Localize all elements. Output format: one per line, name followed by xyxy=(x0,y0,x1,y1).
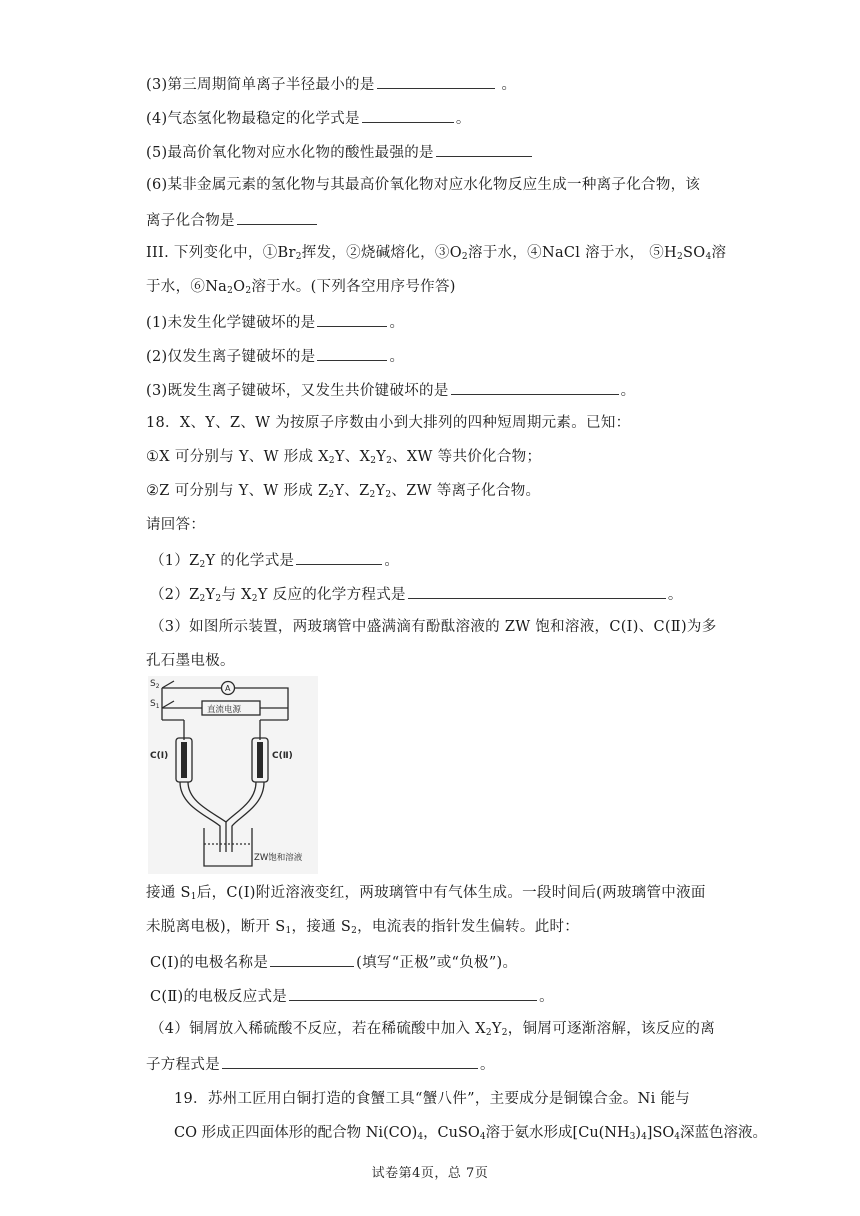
tubing-right-inner xyxy=(226,782,256,822)
answer-blank[interactable] xyxy=(436,140,532,157)
answer-blank[interactable] xyxy=(317,310,387,327)
label-ammeter: A xyxy=(225,684,231,693)
q17-part2-item3: (3)第三周期简单离子半径最小的是 。 xyxy=(146,72,516,96)
q18-item3: （3）如图所示装置，两玻璃管中盛满滴有酚酞溶液的 ZW 饱和溶液，C(Ⅰ)、C(Ⅱ)为多 xyxy=(150,619,717,635)
answer-blank[interactable] xyxy=(296,548,382,565)
answer-blank[interactable] xyxy=(451,378,619,395)
q19-stem-cont: CO 形成正四面体形的配合物 $Ni(CO)_4$，CuSO$_4$溶于氨水形成$[Cu(NH_3)_4]SO_4$深蓝色溶液。 xyxy=(174,1125,768,1142)
label-c1: C(Ⅰ) xyxy=(150,751,169,761)
label-power-supply: 直流电源 xyxy=(207,705,242,715)
answer-blank[interactable] xyxy=(270,950,354,967)
answer-blank[interactable] xyxy=(317,344,387,361)
q18-item3-sub1: C(Ⅰ)的电极名称是 (填写“正极”或“负极”)。 xyxy=(150,950,517,974)
q18-item1: $(1)Z_2Y$ 的化学式是 。 xyxy=(150,548,399,572)
switch-s2-blade xyxy=(162,681,174,688)
q17-part2-item6: (6)某非金属元素的氢化物与其最高价氧化物对应水化物反应生成一种离子化合物，该 xyxy=(146,177,701,193)
answer-blank[interactable] xyxy=(222,1052,478,1069)
q18-item3-cont: 孔石墨电极。 xyxy=(146,653,235,669)
q18-item3-text1: 接通 $S_1$后，C(Ⅰ)附近溶液变红，两玻璃管中有气体生成。一段时间后(两玻璃管中液面 xyxy=(146,885,706,902)
label-c2: C(Ⅱ) xyxy=(272,751,293,761)
q18-item3-text2: 未脱离电极)，断开 $S_1$，接通 $S_2$，电流表的指针发生偏转。此时： xyxy=(146,919,580,936)
q18-item2: $(2)Z_2Y_2$与 $X_2Y$ 反应的化学方程式是 。 xyxy=(150,582,683,606)
q18-condition1: ①X 可分别与 Y、W 形成 $X_2Y$、$X_2Y_2$、XW 等共价化合物； xyxy=(146,449,542,466)
q17-part2-item4: (4)气态氢化物最稳定的化学式是 。 xyxy=(146,106,471,130)
answer-blank[interactable] xyxy=(408,582,666,599)
tubing-left-outer xyxy=(180,782,220,852)
beaker xyxy=(204,828,252,866)
q18-item4: （4）铜屑放入稀硫酸不反应，若在稀硫酸中加入 $X_2Y_2$，铜屑可逐渐溶解，该反应的离 xyxy=(150,1021,715,1038)
q19-stem: 19．苏州工匠用白铜打造的食蟹工具“蟹八件”，主要成分是铜镍合金。Ni 能与 xyxy=(174,1091,691,1107)
apparatus-diagram xyxy=(148,676,318,874)
label-s2: $S_2$ xyxy=(150,679,160,690)
tubing-right-outer xyxy=(232,782,264,852)
q17-part3-intro: III. 下列变化中，$①Br_2$挥发，②烧碱熔化，$③O_2$溶于水，④NaCl 溶于水， $⑤H_2SO_4$溶 xyxy=(146,245,727,262)
answer-blank[interactable] xyxy=(237,208,317,225)
q17-part3-item3: (3)既发生离子键破坏，又发生共价键破坏的是 。 xyxy=(146,378,635,402)
q17-part3-item2: (2)仅发生离子键破坏的是 。 xyxy=(146,344,404,368)
answer-blank[interactable] xyxy=(362,106,454,123)
switch-s1-blade xyxy=(162,701,174,708)
answer-blank[interactable] xyxy=(289,984,537,1001)
q18-condition2: ②Z 可分别与 Y、W 形成 $Z_2Y$、$Z_2Y_2$、ZW 等离子化合物。 xyxy=(146,483,541,500)
label-s1: $S_1$ xyxy=(150,699,160,710)
q17-part3-item1: (1)未发生化学键破坏的是 。 xyxy=(146,310,404,334)
q17-part2-item5: (5)最高价氧化物对应水化物的酸性最强的是 xyxy=(146,140,534,164)
answer-blank[interactable] xyxy=(377,72,495,89)
q18-prompt: 请回答： xyxy=(146,517,206,533)
page-footer: 试卷第4页，总 7页 xyxy=(371,1166,489,1181)
electrode-c2 xyxy=(257,742,263,778)
q18-stem: 18．X、Y、Z、W 为按原子序数由小到大排列的四种短周期元素。已知： xyxy=(146,415,631,431)
electrolysis-apparatus-figure xyxy=(148,676,318,874)
label-solution: ZW饱和溶液 xyxy=(254,853,303,863)
q18-item3-sub2: C(Ⅱ)的电极反应式是 。 xyxy=(150,984,554,1008)
q17-part3-intro-cont: 于水，$⑥Na_2O_2$溶于水。(下列各空用序号作答) xyxy=(146,279,456,296)
electrode-c1 xyxy=(181,742,187,778)
q17-part2-item6-cont: 离子化合物是 xyxy=(146,208,319,232)
q18-item4-cont: 子方程式是 。 xyxy=(146,1052,495,1076)
